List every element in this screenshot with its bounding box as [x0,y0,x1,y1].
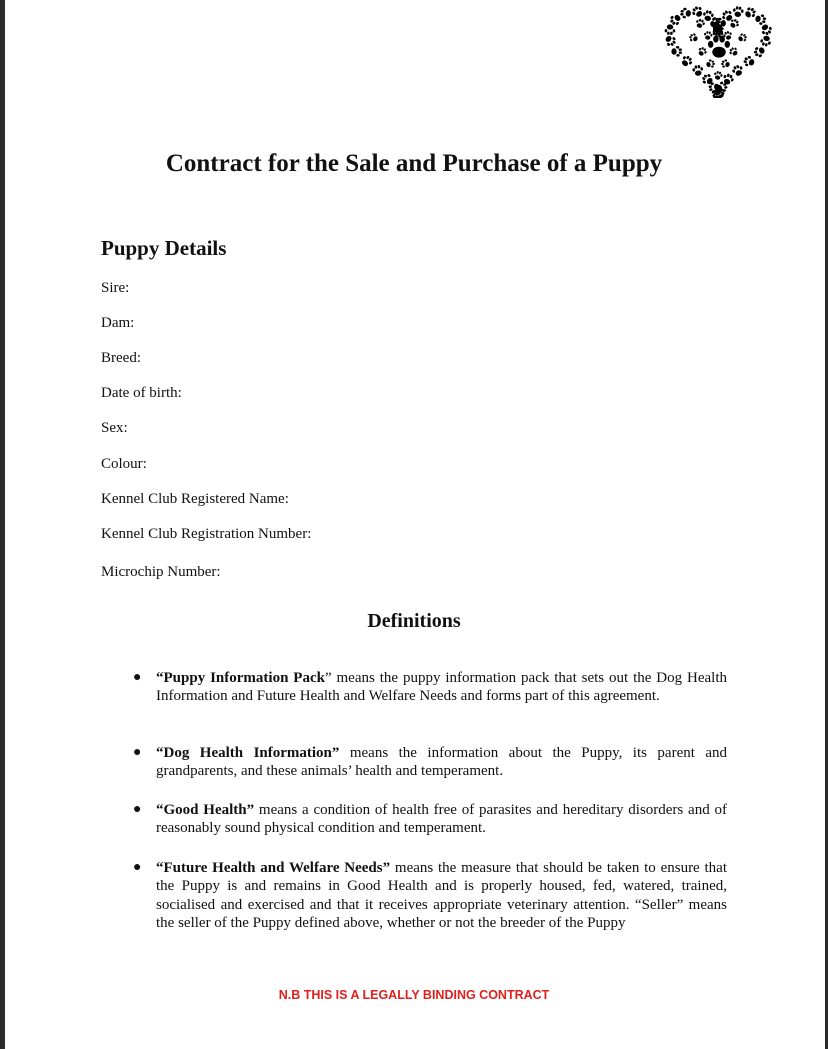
definition-text: means the information about the Puppy, its parent and grandparents, and these animals’ health and temperament. [156,745,727,780]
page-title: Contract for the Sale and Purchase of a Puppy [165,150,663,177]
definition-term: “Dog Health Information” [156,745,340,761]
puppy-details-heading: Puppy Details [101,236,227,260]
field-date-of-birth: Date of birth: [101,385,182,401]
field-kc-registered-name: Kennel Club Registered Name: [101,491,289,507]
bullet-icon: ● [133,670,142,685]
field-sire: Sire: [101,280,130,296]
field-microchip-number: Microchip Number: [101,564,221,580]
field-breed: Breed: [101,350,141,366]
field-colour: Colour: [101,456,147,472]
definition-item [133,859,727,932]
definition-item [133,669,727,706]
definition-item [133,801,727,838]
definition-item [133,744,727,781]
field-kc-registration-number: Kennel Club Registration Number: [101,526,312,542]
paw-heart-logo-icon [664,2,772,98]
definition-text: ” means the puppy information pack that sets out the Dog Health Information and Future Health and Welfare Needs and forms part of this agreement. [156,670,727,705]
definition-term: “Puppy Information Pack [156,670,325,686]
field-dam: Dam: [101,315,135,331]
definition-text: means the measure that should be taken to ensure that the Puppy is and remains in Good Health and is properly housed, fed, watered, trained, socialised and exercised and that it receives appropriate veterinary attention. “Seller” means the seller of the Puppy defined above, whether or not the breeder of the Puppy [156,860,727,931]
definition-term: “Future Health and Welfare Needs” [156,860,391,876]
legal-notice: N.B THIS IS A LEGALLY BINDING CONTRACT [278,988,550,1002]
bullet-icon: ● [133,860,142,875]
field-sex: Sex: [101,420,128,436]
definition-text: means a condition of health free of parasites and hereditary disorders and of reasonably sound physical condition and temperament. [156,802,727,837]
bullet-icon: ● [133,745,142,760]
definition-term: “Good Health” [156,802,255,818]
definitions-heading: Definitions [367,610,461,632]
bullet-icon: ● [133,802,142,817]
